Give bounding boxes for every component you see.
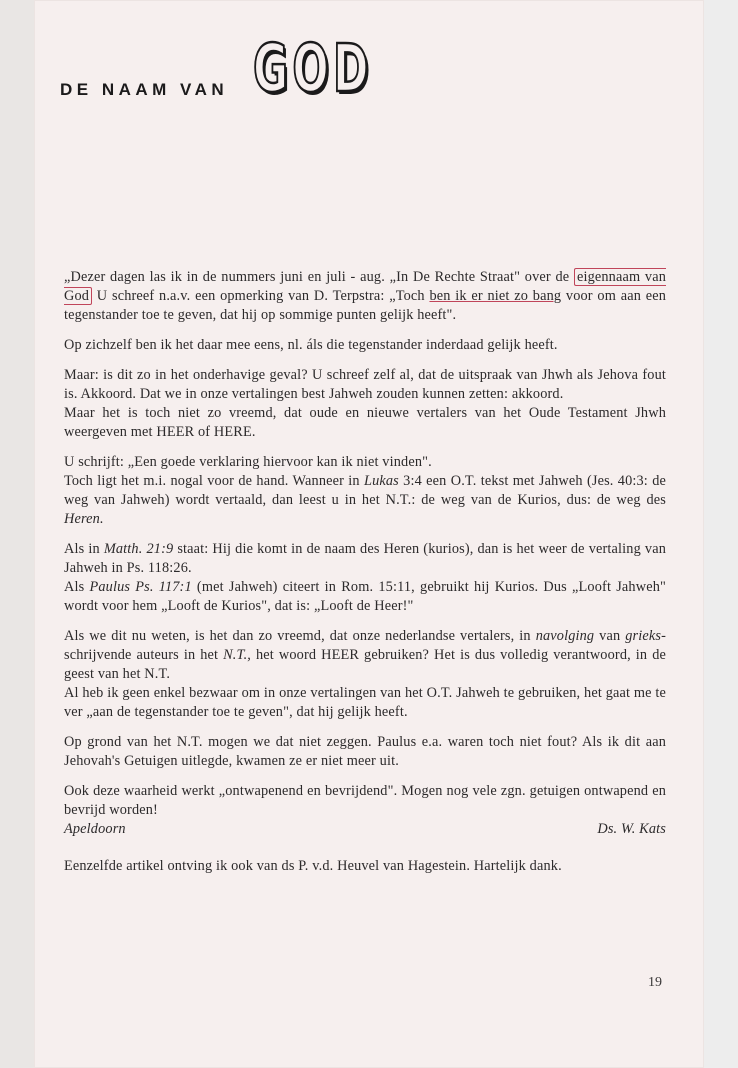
text-run: het woord HEER gebruiken? Het is dus volledig verantwoord, in de geest van het N.T. bbox=[64, 647, 666, 682]
header-title-word: GOD bbox=[253, 30, 373, 107]
paragraph-2: Op zichzelf ben ik het daar mee eens, nl. áls die tegenstander inderdaad gelijk heeft. bbox=[64, 337, 558, 353]
article-body bbox=[64, 268, 666, 876]
text-run: U schreef n.a.v. een opmerking van D. Terpstra: „Toch bbox=[92, 288, 430, 304]
handwritten-mark-box: eigennaam van God bbox=[64, 269, 667, 304]
italic-run: Heren. bbox=[64, 511, 104, 527]
text-run: Als in bbox=[64, 541, 104, 557]
signature-author: Ds. W. Kats bbox=[597, 821, 666, 837]
text-run: -schrijvende auteurs in het bbox=[64, 628, 666, 663]
italic-run: grieks bbox=[625, 628, 662, 644]
text-run: van bbox=[594, 628, 626, 644]
paragraph-12: Ook deze waarheid werkt „ontwapenend en bevrijdend". Mogen nog vele zgn. getuigen ontwapend en bevrijd worden! bbox=[64, 783, 666, 818]
italic-run: Paulus Ps. 117:1 bbox=[89, 579, 192, 595]
handwritten-underline: ben ik er niet zo bang bbox=[429, 288, 562, 304]
paragraph-13: Eenzelfde artikel ontving ik ook van ds P. v.d. Heuvel van Hagestein. Hartelijk dank. bbox=[64, 858, 562, 874]
text-run: „Dezer dagen las ik in de nummers juni en juli - aug. „In De Rechte Straat" over de bbox=[64, 269, 574, 285]
header-prefix: DE NAAM VAN bbox=[60, 80, 229, 99]
text-run: voor om aan een tegenstander toe te geven, dat hij op sommige punten gelijk heeft". bbox=[64, 288, 666, 323]
italic-run: N.T., bbox=[223, 647, 252, 663]
paragraph-10: Al heb ik geen enkel bezwaar om in onze vertalingen van het O.T. Jahweh te gebruiken, het gaat me te ver „aan de tegenstander toe te geven", dat hij gelijk heeft. bbox=[64, 685, 666, 720]
paragraph-7 bbox=[64, 540, 666, 578]
text-run: Als bbox=[64, 579, 90, 595]
scan-edge bbox=[704, 0, 738, 1068]
signature-line bbox=[64, 820, 666, 839]
paragraph-3: Maar: is dit zo in het onderhavige geval? U schreef zelf al, dat de uitspraak van Jhwh als Jehova fout is. Akkoord. Dat we in onze vertalingen best Jahweh zouden kunnen zetten: akkoord. bbox=[64, 367, 666, 402]
paragraph-1 bbox=[64, 268, 666, 325]
text-run: Toch ligt het m.i. nogal voor de hand. Wanneer in bbox=[64, 473, 364, 489]
page-number: 19 bbox=[648, 975, 662, 990]
paragraph-6 bbox=[64, 472, 666, 529]
italic-run: Matth. 21:9 bbox=[103, 541, 174, 557]
italic-run: Lukas bbox=[363, 473, 399, 489]
paragraph-9 bbox=[64, 627, 666, 684]
text-run: Als we dit nu weten, is het dan zo vreemd, dat onze nederlandse vertalers, in bbox=[64, 628, 536, 644]
text-run: 3:4 een O.T. tekst met Jahweh (Jes. 40:3: de weg van Jahweh) wordt vertaald, dan leest u in het N.T.: de weg van de Kurios, dus: de weg des bbox=[64, 473, 666, 508]
paragraph-4: Maar het is toch niet zo vreemd, dat oude en nieuwe vertalers van het Oude Testament Jhwh weergeven met HEER of HERE. bbox=[64, 405, 666, 440]
paragraph-11: Op grond van het N.T. mogen we dat niet zeggen. Paulus e.a. waren toch niet fout? Als ik dit aan Jehovah's Getuigen uitlegde, kwamen ze er niet meer uit. bbox=[64, 734, 666, 769]
text-run: (met Jahweh) citeert in Rom. 15:11, gebruikt hij Kurios. Dus „Looft Jahweh" wordt voor hem „Looft de Kurios", dat is: „Looft de Heer!" bbox=[64, 579, 666, 614]
paragraph-8 bbox=[64, 578, 666, 616]
text-run: staat: Hij die komt in de naam des Heren (kurios), dan is het weer de vertaling van Jahweh in Ps. 118:26. bbox=[64, 541, 666, 576]
signature-place: Apeldoorn bbox=[64, 821, 126, 837]
paragraph-5: U schrijft: „Een goede verklaring hiervoor kan ik niet vinden". bbox=[64, 454, 432, 470]
italic-run: navolging bbox=[535, 628, 595, 644]
